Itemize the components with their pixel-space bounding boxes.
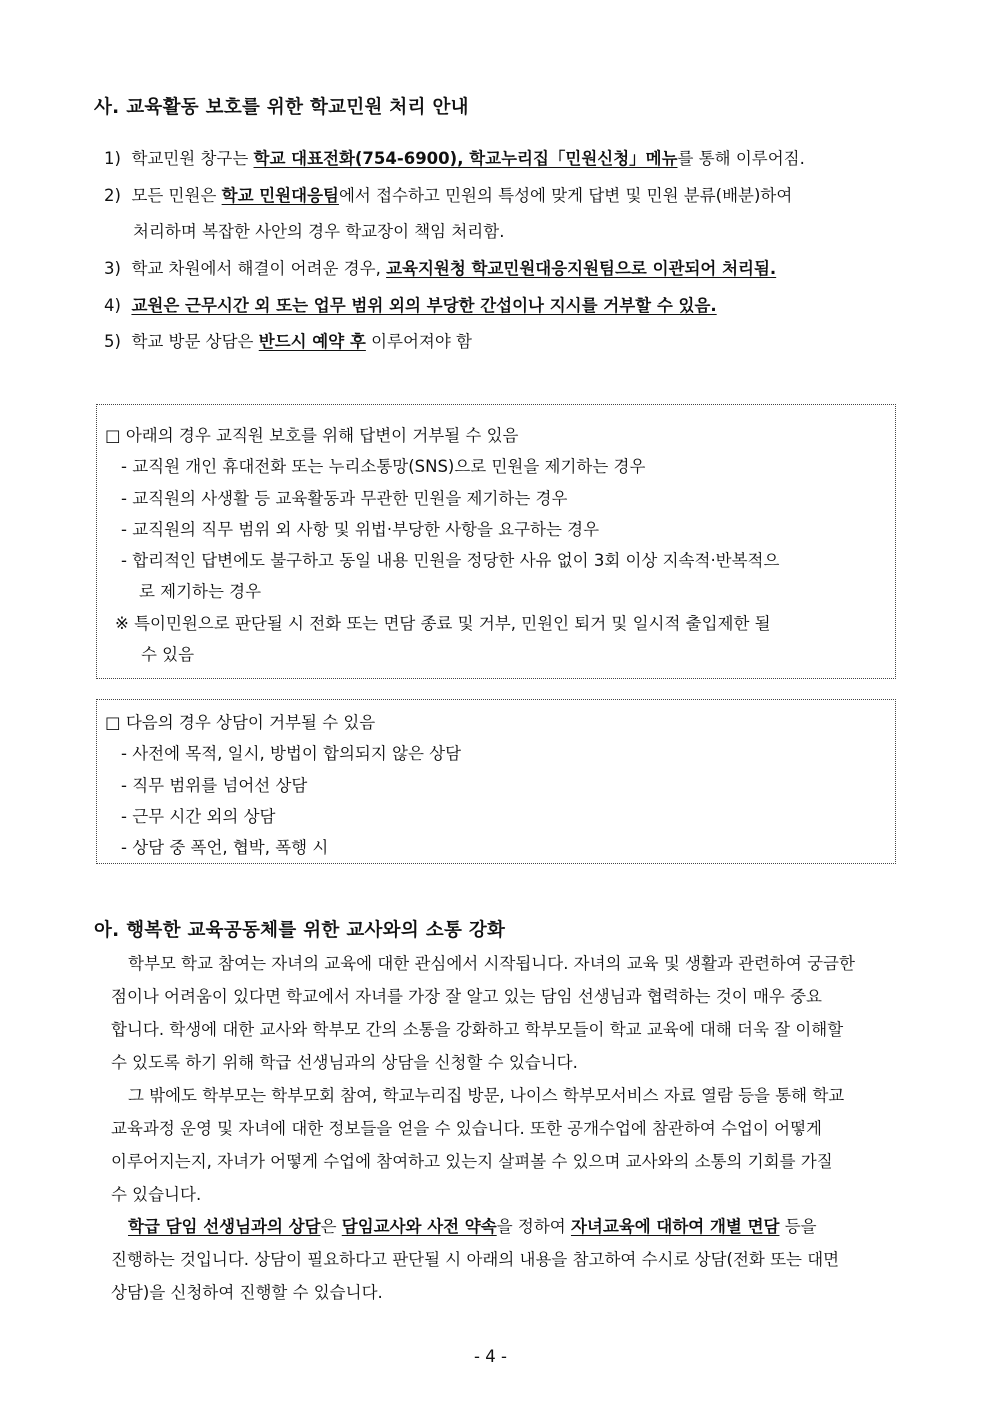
counsel-refusal-box: [96, 699, 896, 864]
box1-bullet-4: - 합리적인 답변에도 불구하고 동일 내용 민원을 정당한 사유 없이 3회 이상 지속적·반복적으: [121, 551, 780, 570]
page-number: - 4 -: [474, 1347, 507, 1366]
em-prior-appointment: 담임교사와 사전 약속: [341, 1217, 497, 1236]
sa-item-5: 5) 학교 방문 상담은 반드시 예약 후 이루어져야 함: [104, 332, 472, 351]
box1-note-cont: 수 있음: [141, 645, 195, 664]
sa-item-4: 4) 교원은 근무시간 외 또는 업무 범위 외의 부당한 간섭이나 지시를 거부할 수 있음.: [104, 296, 717, 315]
box2-bullet-1: - 사전에 목적, 일시, 방법이 합의되지 않은 상담: [121, 744, 462, 763]
box1-bullet-3: - 교직원의 직무 범위 외 사항 및 위법·부당한 사항을 요구하는 경우: [121, 520, 600, 539]
box1-bullet-1: - 교직원 개인 휴대전화 또는 누리소통망(SNS)으로 민원을 제기하는 경우: [121, 457, 646, 476]
em-individual-interview: 자녀교육에 대하여 개별 면담: [570, 1217, 780, 1236]
section-a-paragraph-1: 학부모 학교 참여는 자녀의 교육에 대한 관심에서 시작됩니다. 자녀의 교육 및 생활과 관련하여 궁금한 점이나 어려움이 있다면 학교에서 자녀를 가장 잘 알고 있는 담임 선생님과 협력하는 것이 매우 중요 합니다. 학생에 대한 교사와 학부모 간의 소통을 강화하고 학부모들이 학교 교육에 대해 더욱 잘 이해할 수 있도록 하기 위해 학급 선생님과의 상담을 신청할 수 있습니다.: [111, 954, 855, 1072]
box2-heading: □ 다음의 경우 상담이 거부될 수 있음: [105, 713, 376, 732]
box1-heading: □ 아래의 경우 교직원 보호를 위해 답변이 거부될 수 있음: [105, 426, 519, 445]
sa-item-2: 2) 모든 민원은 학교 민원대응팀에서 접수하고 민원의 특성에 맞게 답변 및 민원 분류(배분)하여: [104, 186, 793, 205]
section-sa-title: 사. 교육활동 보호를 위한 학교민원 처리 안내: [94, 97, 469, 118]
box2-bullet-4: - 상담 중 폭언, 협박, 폭행 시: [121, 838, 329, 857]
box2-bullet-3: - 근무 시간 외의 상담: [121, 807, 276, 826]
reply-refusal-box: [96, 404, 896, 679]
em-homeroom-counsel: 학급 담임 선생님과의 상담: [128, 1217, 321, 1236]
section-a-paragraph-2: 그 밖에도 학부모는 학부모회 참여, 학교누리집 방문, 나이스 학부모서비스 자료 열람 등을 통해 학교 교육과정 운영 및 자녀에 대한 정보들을 얻을 수 있습니다. 또한 공개수업에 참관하여 수업이 어떻게 이루어지는지, 자녀가 어떻게 수업에 참여하고 있는지 살펴볼 수 있으며 교사와의 소통의 기회를 가질 수 있습니다.: [111, 1086, 845, 1204]
section-a-title: 아. 행복한 교육공동체를 위한 교사와의 소통 강화: [94, 920, 506, 941]
box1-bullet-4-cont: 로 제기하는 경우: [139, 582, 262, 601]
box2-bullet-2: - 직무 범위를 넘어선 상담: [121, 776, 308, 795]
box1-note: ※ 특이민원으로 판단될 시 전화 또는 면담 종료 및 거부, 민원인 퇴거 및 일시적 출입제한 될: [115, 614, 771, 633]
section-a-paragraph-3: 학급 담임 선생님과의 상담은 담임교사와 사전 약속을 정하여 자녀교육에 대하여 개별 면담 등을 진행하는 것입니다. 상담이 필요하다고 판단될 시 아래의 내용을 참고하여 수시로 상담(전화 또는 대면 상담)을 신청하여 진행할 수 있습니다.: [111, 1217, 840, 1302]
sa-item-3: 3) 학교 차원에서 해결이 어려운 경우, 교육지원청 학교민원대응지원팀으로 이관되어 처리됨.: [104, 259, 777, 278]
sa-item-2-cont: 처리하며 복잡한 사안의 경우 학교장이 책임 처리함.: [133, 222, 505, 241]
box1-bullet-2: - 교직원의 사생활 등 교육활동과 무관한 민원을 제기하는 경우: [121, 489, 568, 508]
sa-item-1: 1) 학교민원 창구는 학교 대표전화(754-6900), 학교누리집「민원신청」메뉴를 통해 이루어짐.: [104, 149, 805, 168]
